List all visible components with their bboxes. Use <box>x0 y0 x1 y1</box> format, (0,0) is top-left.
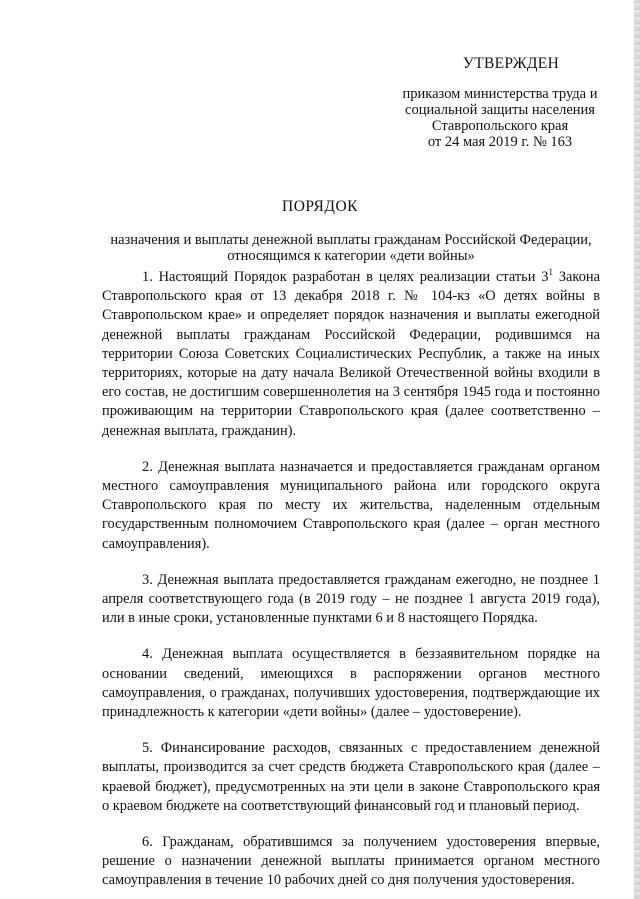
paragraph-1 <box>102 268 600 441</box>
paragraph-2: 2. Денежная выплата назначается и предоставляется гражданам органом местного самоуправления муниципального района или городского округа Ставропольского края по месту их жительства, наделенным отдельным государственным полномочием Ставропольского края (далее – орган местного самоуправления). <box>102 458 600 552</box>
approval-line: приказом министерства труда и <box>402 86 598 102</box>
approval-heading: УТВЕРЖДЕН <box>462 55 560 72</box>
approval-line: Ставропольского края <box>431 118 569 134</box>
approval-line: социальной защиты населения <box>405 102 595 118</box>
approval-block <box>392 56 608 150</box>
document-subtitle <box>96 232 606 264</box>
scan-edge <box>634 0 640 899</box>
document-title: ПОРЯДОК <box>282 198 358 215</box>
document-body <box>102 268 600 891</box>
paragraph-1-start: 1. Настоящий Порядок разработан в целях реализации статьи 3 <box>142 269 549 285</box>
subtitle-line: относящимся к категории «дети войны» <box>227 248 475 264</box>
approval-line: от 24 мая 2019 г. № 163 <box>427 134 573 150</box>
paragraph-1-end: Закона Ставропольского края от 13 декабря 2018 г. № 104-кз «О детях войны в Ставропольском крае» и определяет порядок назначения и выплаты ежегодной денежной выплаты гражданам Российской Федерации, родившимся на территории Союза Советских Социалистических Республик, а также на иных территориях, которые на дату начала Великой Отечественной войны входили в его состав, не достигшим совершеннолетия на 3 сентября 1945 года и постоянно проживающим на территории Ставропольского края (далее соответственно – денежная выплата, гражданин). <box>102 269 600 439</box>
paragraph-6: 6. Гражданам, обратившимся за получением удостоверения впервые, решение о назначении денежной выплаты принимается органом местного самоуправления в течение 10 рабочих дней со дня получения удостоверения. <box>102 834 600 889</box>
subtitle-line: назначения и выплаты денежной выплаты гражданам Российской Федерации, <box>110 232 592 248</box>
paragraph-3: 3. Денежная выплата предоставляется гражданам ежегодно, не позднее 1 апреля соответствующего года (в 2019 году – не позднее 1 августа 2019 года), или в иные сроки, установленные пунктами 6 и 8 настоящего Порядка. <box>102 571 600 627</box>
paragraph-5: 5. Финансирование расходов, связанных с предоставлением денежной выплаты, производится за счет средств бюджета Ставропольского края (далее – краевой бюджет), предусмотренных на эти цели в законе Ставропольского края о краевом бюджете на соответствующий финансовый год и плановый период. <box>102 740 600 814</box>
paragraph-4: 4. Денежная выплата осуществляется в беззаявительном порядке на основании сведений, имеющихся в распоряжении органов местного самоуправления, о гражданах, получивших удостоверения, подтверждающие их принадлежность к категории «дети войны» (далее – удостоверение). <box>102 646 600 721</box>
article-superscript: 1 <box>548 267 553 278</box>
